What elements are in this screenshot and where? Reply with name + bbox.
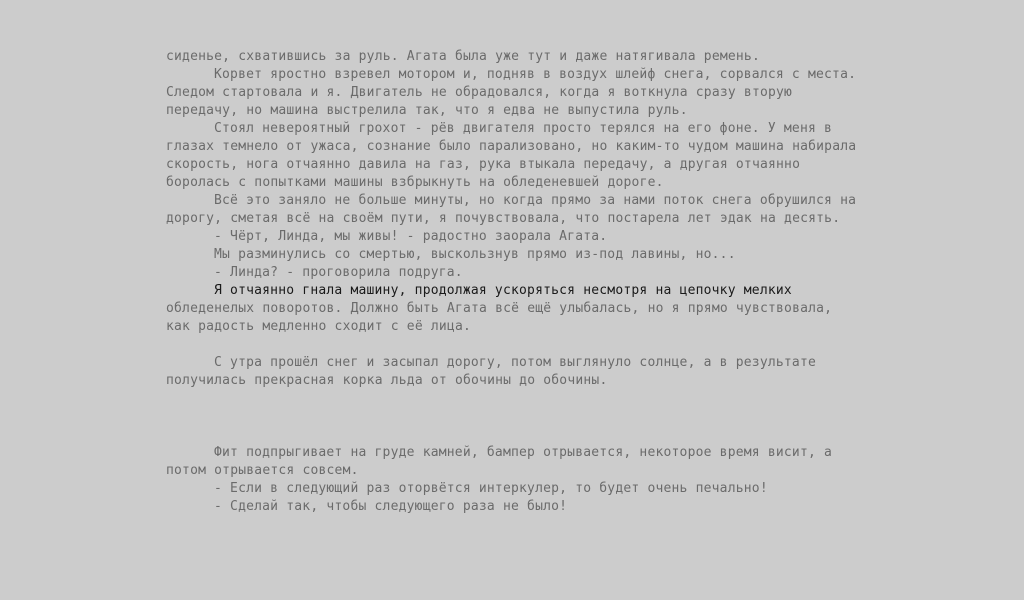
- text-line: Всё это заняло не больше минуты, но когда прямо за нами поток снега обрушился на: [214, 193, 857, 208]
- text-line: - Линда? - проговорила подруга.: [214, 265, 463, 280]
- text-line: скорость, нога отчаянно давила на газ, рука втыкала передачу, а другая отчаянно: [166, 157, 801, 172]
- section-gap: [166, 390, 866, 444]
- text-line: обледенелых поворотов. Должно быть Агата всё ещё улыбалась, но я прямо чувствовала,: [166, 301, 833, 316]
- text-line: потом отрывается совсем.: [166, 463, 359, 478]
- text-line: - Если в следующий раз оторвётся интеркулер, то будет очень печально!: [214, 481, 768, 496]
- text-line: Следом стартовала и я. Двигатель не обрадовался, когда я воткнула сразу вторую: [166, 85, 793, 100]
- text-line: Корвет яростно взревел мотором и, подняв в воздух шлейф снега, сорвался с места.: [214, 67, 857, 82]
- text-line: получилась прекрасная корка льда от обочины до обочины.: [166, 373, 608, 388]
- paragraph-gap: [166, 336, 866, 354]
- text-line: Фит подпрыгивает на груде камней, бампер отрывается, некоторое время висит, а: [214, 445, 833, 460]
- text-line: боролась с попытками машины взбрыкнуть на обледеневшей дороге.: [166, 175, 664, 190]
- current-text-line: Я отчаянно гнала машину, продолжая ускоряться несмотря на цепочку мелких: [214, 283, 792, 298]
- text-line: дорогу, сметая всё на своём пути, я почувствовала, что постарела лет эдак на десять.: [166, 211, 841, 226]
- text-body: [166, 49, 866, 516]
- text-line: - Сделай так, чтобы следующего раза не было!: [214, 499, 568, 514]
- text-line: Мы разминулись со смертью, выскользнув прямо из-под лавины, но...: [214, 247, 736, 262]
- text-line: сиденье, схватившись за руль. Агата была уже тут и даже натягивала ремень.: [166, 49, 760, 64]
- text-line: - Чёрт, Линда, мы живы! - радостно заорала Агата.: [214, 229, 608, 244]
- text-line: Стоял невероятный грохот - рёв двигателя просто терялся на его фоне. У меня в: [214, 121, 833, 136]
- text-line: С утра прошёл снег и засыпал дорогу, потом выглянуло солнце, а в результате: [214, 355, 816, 370]
- text-line: как радость медленно сходит с её лица.: [166, 319, 472, 334]
- text-line: глазах темнело от ужаса, сознание было парализовано, но каким-то чудом машина набирала: [166, 139, 857, 154]
- text-line: передачу, но машина выстрелила так, что я едва не выпустила руль.: [166, 103, 688, 118]
- text-viewport[interactable]: [166, 49, 866, 534]
